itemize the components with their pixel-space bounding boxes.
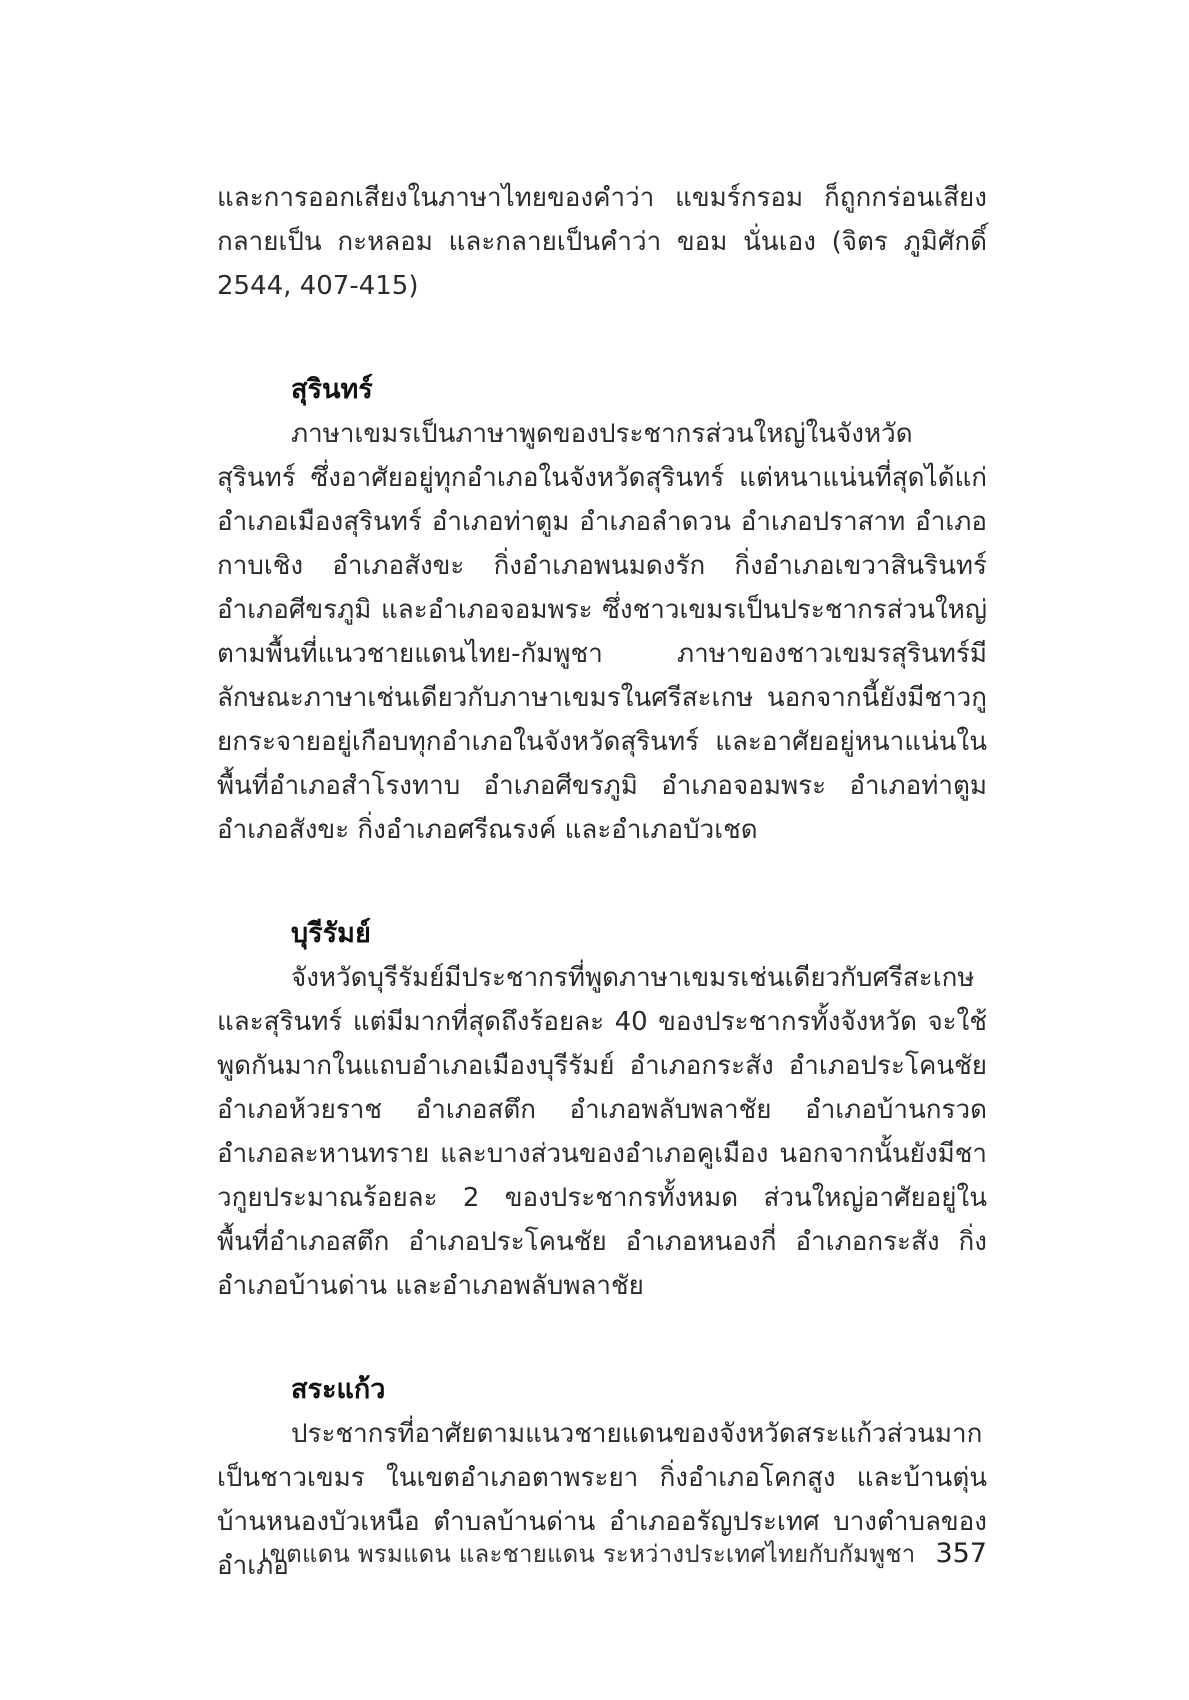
section-heading-buriram: บุรีรัมย์ [291, 918, 371, 949]
running-footer-title: เขตแดน พรมแดน และชายแดน ระหว่างประเทศไทยกับกัมพูชา [261, 1540, 916, 1568]
section-body-buriram: จังหวัดบุรีรัมย์มีประชากรที่พูดภาษาเขมรเช่นเดียวกับศรีสะเกษและสุรินทร์ แต่มีมากที่สุดถึงร้อยละ 40 ของประชากรทั้งจังหวัด จะใช้พูดกันมากในแถบอำเภอเมืองบุรีรัมย์ อำเภอกระสัง อำเภอประโคนชัย อำเภอห้วยราช อำเภอสตึก อำเภอพลับพลาชัย อำเภอบ้านกรวด อำเภอละหานทราย และบางส่วนของอำเภอคูเมือง นอกจากนั้นยังมีชาวกูยประมาณร้อยละ 2 ของประชากรทั้งหมด ส่วนใหญ่อาศัยอยู่ในพื้นที่อำเภอสตึก อำเภอประโคนชัย อำเภอหนองกี่ อำเภอกระสัง กิ่งอำเภอบ้านด่าน และอำเภอพลับพลาชัย [217, 963, 987, 1301]
section-heading-sakaeo: สระแก้ว [291, 1374, 386, 1405]
page-content [217, 176, 987, 1588]
section-spacer [217, 308, 987, 368]
section-body-sakaeo: ประชากรที่อาศัยตามแนวชายแดนของจังหวัดสระแก้วส่วนมากเป็นชาวเขมร ในเขตอำเภอตาพระยา กิ่งอำเภอโคกสูง และบ้านตุ่น บ้านหนองบัวเหนือ ตำบลบ้านด่าน อำเภออรัญประเทศ บางตำบลของอำเภอ [217, 1419, 987, 1581]
page-number: 357 [935, 1538, 987, 1569]
page-footer [261, 1534, 987, 1573]
section-body-surin: ภาษาเขมรเป็นภาษาพูดของประชากรส่วนใหญ่ในจังหวัดสุรินทร์ ซึ่งอาศัยอยู่ทุกอำเภอในจังหวัดสุรินทร์ แต่หนาแน่นที่สุดได้แก่ อำเภอเมืองสุรินทร์ อำเภอท่าตูม อำเภอลำดวน อำเภอปราสาท อำเภอกาบเชิง อำเภอสังขะ กิ่งอำเภอพนมดงรัก กิ่งอำเภอเขวาสินรินทร์ อำเภอศีขรภูมิ และอำเภอจอมพระ ซึ่งชาวเขมรเป็นประชากรส่วนใหญ่ตามพื้นที่แนวชายแดนไทย-กัมพูชา ภาษาของชาวเขมรสุรินทร์มีลักษณะภาษาเช่นเดียวกับภาษาเขมรในศรีสะเกษ นอกจากนี้ยังมีชาวกูยกระจายอยู่เกือบทุกอำเภอในจังหวัดสุรินทร์ และอาศัยอยู่หนาแน่นในพื้นที่อำเภอสำโรงทาบ อำเภอศีขรภูมิ อำเภอจอมพระ อำเภอท่าตูม อำเภอสังขะ กิ่งอำเภอศรีณรงค์ และอำเภอบัวเชด [217, 419, 987, 845]
section-spacer [217, 1308, 987, 1368]
intro-paragraph: และการออกเสียงในภาษาไทยของคำว่า แขมร์กรอม ก็ถูกกร่อนเสียงกลายเป็น กะหลอม และกลายเป็นคำว่า ขอม นั่นเอง (จิตร ภูมิศักดิ์ 2544, 407-415) [217, 183, 987, 301]
section-spacer [217, 852, 987, 912]
section-heading-surin: สุรินทร์ [291, 374, 373, 405]
